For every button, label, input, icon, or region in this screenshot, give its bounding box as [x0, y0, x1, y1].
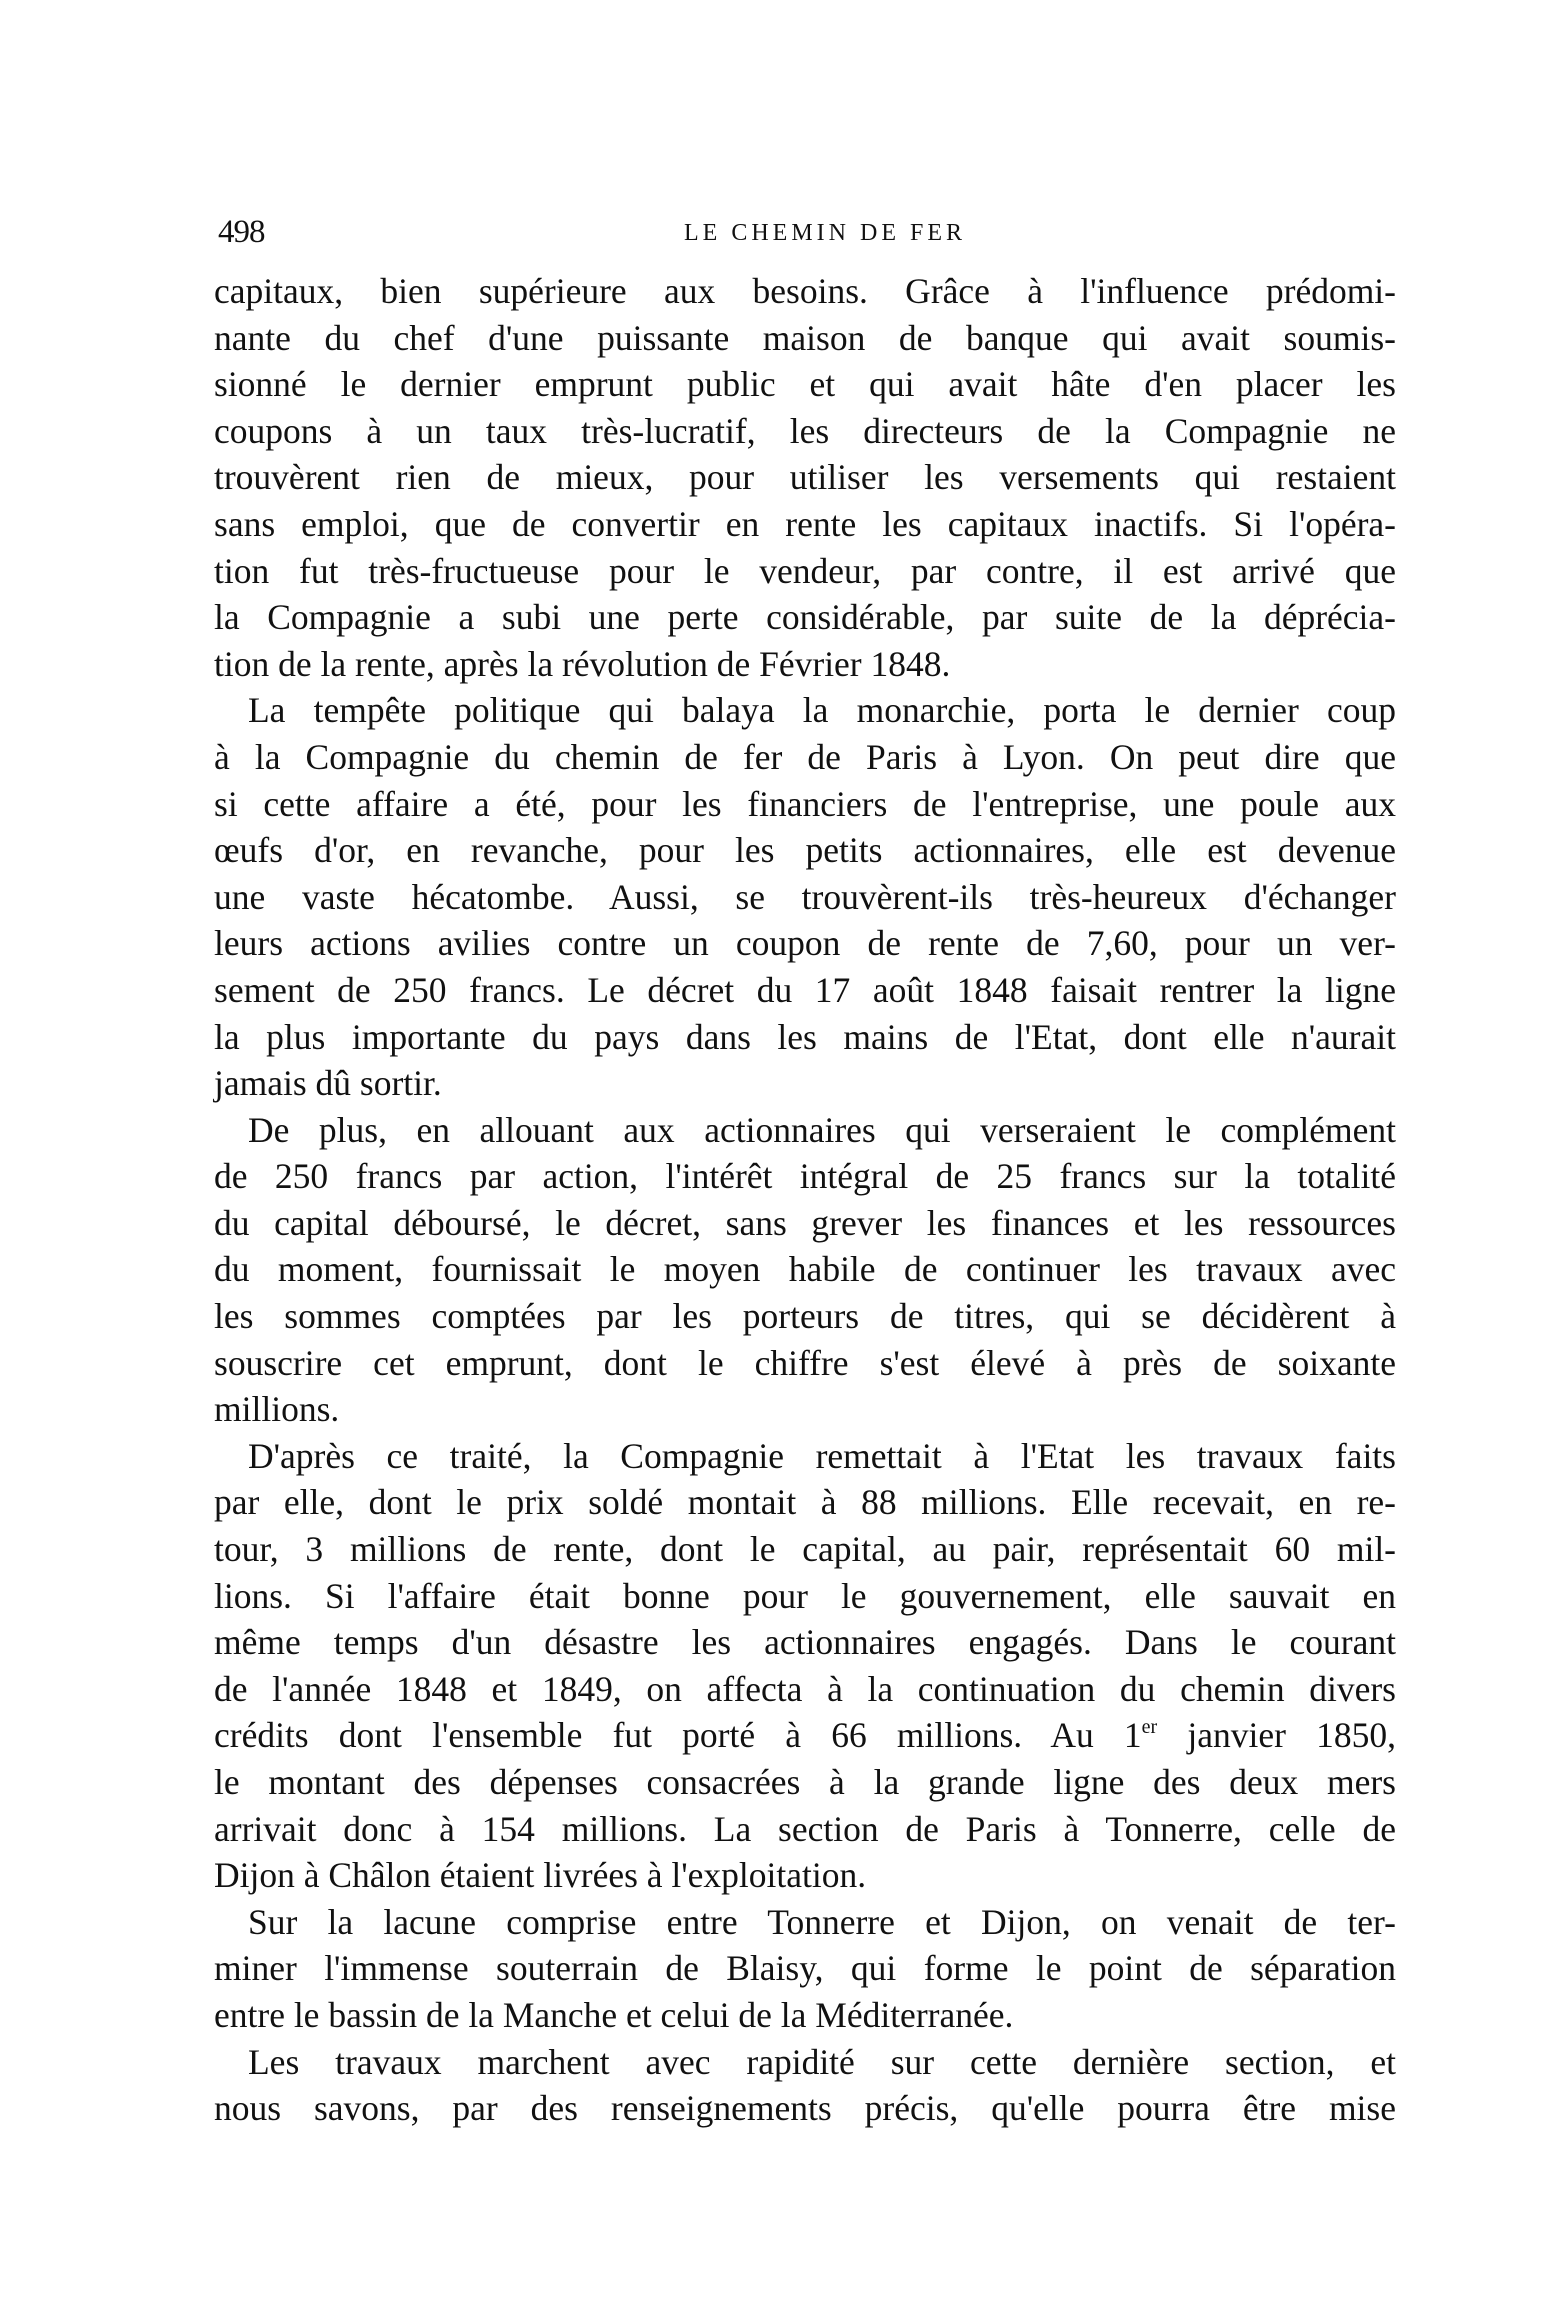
- text-line: miner l'immense souterrain de Blaisy, qui forme le point de séparation: [214, 1948, 1396, 1989]
- text-line: par elle, dont le prix soldé montait à 88 millions. Elle recevait, en re-: [214, 1482, 1396, 1523]
- text-line: nous savons, par des renseignements précis, qu'elle pourra être mise: [214, 2088, 1396, 2129]
- text-line: trouvèrent rien de mieux, pour utiliser les versements qui restaient: [214, 457, 1396, 498]
- ordinal-superscript: er: [1141, 1716, 1158, 1739]
- text-line: une vaste hécatombe. Aussi, se trouvèrent-ils très-heureux d'échanger: [214, 876, 1396, 917]
- text-line: nante du chef d'une puissante maison de banque qui avait soumis-: [214, 317, 1396, 358]
- text-line: capitaux, bien supérieure aux besoins. Grâce à l'influence prédomi-: [214, 271, 1396, 311]
- text-line: souscrire cet emprunt, dont le chiffre s'est élevé à près de soixante: [214, 1342, 1396, 1383]
- text-line: même temps d'un désastre les actionnaires engagés. Dans le courant: [214, 1622, 1396, 1663]
- text-line: tion de la rente, après la révolution de Février 1848.: [214, 643, 951, 684]
- text-line: la Compagnie a subi une perte considérable, par suite de la déprécia-: [214, 597, 1396, 638]
- running-header: [214, 212, 1396, 252]
- paragraph: [214, 1433, 1396, 1899]
- text-line: le montant des dépenses consacrées à la grande ligne des deux mers: [214, 1762, 1396, 1802]
- paragraph: [214, 1107, 1396, 1433]
- text-line: Dijon à Châlon étaient livrées à l'exploitation.: [214, 1855, 867, 1896]
- text-line: crédits dont l'ensemble fut porté à 66 millions. Au 1er janvier 1850,: [214, 1715, 1396, 1756]
- text-line: de l'année 1848 et 1849, on affecta à la continuation du chemin divers: [214, 1668, 1396, 1709]
- text-line: sans emploi, que de convertir en rente les capitaux inactifs. Si l'opéra-: [214, 503, 1396, 544]
- paragraph: [214, 687, 1396, 1106]
- text-line: jamais dû sortir.: [214, 1063, 442, 1104]
- text-line: les sommes comptées par les porteurs de titres, qui se décidèrent à: [214, 1296, 1396, 1337]
- text-line: à la Compagnie du chemin de fer de Paris à Lyon. On peut dire que: [214, 736, 1396, 777]
- paragraph: [214, 2039, 1396, 2132]
- text-line: Sur la lacune comprise entre Tonnerre et Dijon, on venait de ter-: [248, 1901, 1396, 1942]
- text-line: entre le bassin de la Manche et celui de la Méditerranée.: [214, 1994, 1014, 2035]
- text-line: du capital déboursé, le décret, sans grever les finances et les ressources: [214, 1202, 1396, 1243]
- text-line: La tempête politique qui balaya la monarchie, porta le dernier coup: [248, 690, 1396, 731]
- text-line: D'après ce traité, la Compagnie remettait à l'Etat les travaux faits: [248, 1435, 1396, 1476]
- paragraph: [214, 1899, 1396, 2039]
- text-line: De plus, en allouant aux actionnaires qui verseraient le complément: [248, 1109, 1396, 1150]
- text-line: de 250 francs par action, l'intérêt intégral de 25 francs sur la totalité: [214, 1156, 1396, 1197]
- text-line: œufs d'or, en revanche, pour les petits actionnaires, elle est devenue: [214, 830, 1396, 871]
- body-text: [214, 268, 1396, 2132]
- paragraph: [214, 268, 1396, 687]
- running-title: LE CHEMIN DE FER: [684, 220, 966, 246]
- text-line: si cette affaire a été, pour les financiers de l'entreprise, une poule aux: [214, 783, 1396, 824]
- text-line: millions.: [214, 1389, 340, 1430]
- text-line: sement de 250 francs. Le décret du 17 août 1848 faisait rentrer la ligne: [214, 969, 1396, 1010]
- text-line: tion fut très-fructueuse pour le vendeur, par contre, il est arrivé que: [214, 550, 1396, 591]
- text-line: arrivait donc à 154 millions. La section de Paris à Tonnerre, celle de: [214, 1808, 1396, 1849]
- text-line: sionné le dernier emprunt public et qui avait hâte d'en placer les: [214, 364, 1396, 405]
- page-number: 498: [218, 214, 265, 250]
- text-line: coupons à un taux très-lucratif, les directeurs de la Compagnie ne: [214, 410, 1396, 451]
- text-line: Les travaux marchent avec rapidité sur cette dernière section, et: [248, 2041, 1396, 2082]
- text-line: lions. Si l'affaire était bonne pour le gouvernement, elle sauvait en: [214, 1575, 1396, 1616]
- text-line: la plus importante du pays dans les mains de l'Etat, dont elle n'aurait: [214, 1016, 1396, 1057]
- text-line: du moment, fournissait le moyen habile de continuer les travaux avec: [214, 1249, 1396, 1290]
- text-line: leurs actions avilies contre un coupon de rente de 7,60, pour un ver-: [214, 923, 1396, 964]
- text-line: tour, 3 millions de rente, dont le capital, au pair, représentait 60 mil-: [214, 1529, 1396, 1570]
